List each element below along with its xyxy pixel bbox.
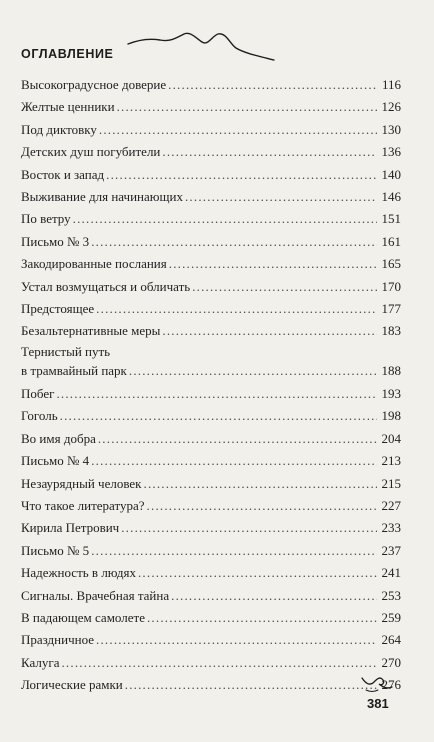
toc-entry: [21, 276, 401, 298]
toc-entry-title: Сигналы. Врачебная тайна: [21, 587, 170, 603]
toc-entry-title: Праздничное: [21, 632, 95, 648]
toc-entry: [21, 231, 401, 253]
toc-entry-page: 276: [381, 677, 401, 693]
toc-entry: [21, 674, 401, 696]
toc-entry-page: 227: [381, 498, 401, 514]
toc-entry-title: Под диктовку: [21, 121, 97, 137]
toc-entry-page: 151: [381, 211, 401, 227]
dot-leader: [138, 562, 377, 584]
dot-leader: [98, 428, 377, 450]
toc-entry-title: Что такое литература?: [21, 498, 145, 514]
decorative-flourish-icon: [360, 672, 394, 694]
toc-entry-page: 233: [381, 520, 401, 536]
dot-leader: [125, 674, 377, 696]
dot-leader: [171, 585, 377, 607]
dot-leader: [162, 141, 377, 163]
toc-entry: [21, 540, 401, 562]
dot-leader: [169, 253, 377, 275]
toc-entry: [21, 450, 401, 472]
toc-entry-title: Письмо № 4: [21, 453, 90, 469]
toc-entry-title: Письмо № 5: [21, 542, 90, 558]
dot-leader: [129, 361, 377, 381]
dot-leader: [56, 383, 377, 405]
toc-entry-page: 259: [381, 609, 401, 625]
toc-entry: [21, 405, 401, 427]
toc-entry-page: 237: [381, 542, 401, 558]
dot-leader: [96, 298, 377, 320]
toc-entry-page: 270: [381, 654, 401, 670]
toc-entry: [21, 562, 401, 584]
toc-entry-title: Гоголь: [21, 408, 58, 424]
toc-entry-page: 146: [381, 188, 401, 204]
dot-leader: [106, 164, 377, 186]
toc-entry-page: 136: [381, 144, 401, 160]
toc-entry-title: В падающем самолете: [21, 609, 145, 625]
toc-entry-page: 177: [381, 300, 401, 316]
dot-leader: [117, 96, 377, 118]
toc-entry: [21, 607, 401, 629]
decorative-flourish-icon: [126, 26, 276, 62]
toc-entry-page: 198: [381, 408, 401, 424]
toc-entry-page: 188: [381, 362, 401, 378]
toc-entry-page: 126: [381, 99, 401, 115]
toc-entry: [21, 74, 401, 96]
toc-entry: [21, 495, 401, 517]
toc-entry-page: 116: [381, 77, 401, 92]
toc-entry: [21, 320, 401, 342]
toc-entry: [21, 186, 401, 208]
toc-entry-page: 204: [381, 430, 401, 446]
dot-leader: [73, 208, 377, 230]
toc-entry-title: Логические рамки: [21, 677, 123, 693]
toc-entry: [21, 343, 401, 383]
toc-entry: [21, 428, 401, 450]
toc-entry-title: Кирила Петрович: [21, 520, 120, 536]
toc-entry-page: 161: [381, 233, 401, 249]
toc-entry: [21, 629, 401, 651]
page-number: 381: [367, 696, 389, 711]
toc-entry: [21, 119, 401, 141]
toc-entry-page: 170: [381, 278, 401, 294]
dot-leader: [91, 231, 377, 253]
dot-leader: [60, 405, 377, 427]
toc-entry-title: По ветру: [21, 211, 71, 227]
page-title: ОГЛАВЛЕНИЕ: [21, 47, 114, 61]
toc-entry-title: Высокоградусное доверие: [21, 77, 167, 92]
dot-leader: [91, 450, 377, 472]
toc-entry-title: Предстоящее: [21, 300, 95, 316]
dot-leader: [91, 540, 377, 562]
toc-entry-title: Письмо № 3: [21, 233, 90, 249]
toc-entry-title: Безальтернативные меры: [21, 323, 161, 339]
dot-leader: [96, 629, 377, 651]
toc-entry: [21, 652, 401, 674]
toc-entry-title: Желтые ценники: [21, 99, 115, 115]
toc-entry-title: Надежность в людях: [21, 565, 136, 581]
dot-leader: [144, 473, 378, 495]
toc-entry: [21, 383, 401, 405]
toc-entry-title: Закодированные послания: [21, 256, 167, 272]
toc-entry-page: 264: [381, 632, 401, 648]
toc-entry: [21, 298, 401, 320]
toc-entry-page: 140: [381, 166, 401, 182]
toc-entry-page: 241: [381, 565, 401, 581]
toc-entry: [21, 473, 401, 495]
toc-entry-page: 253: [381, 587, 401, 603]
dot-leader: [147, 495, 377, 517]
toc-entry-page: 193: [381, 386, 401, 402]
toc-entry-title: Устал возмущаться и обличать: [21, 278, 191, 294]
toc-entry: [21, 517, 401, 539]
toc-entry-title: Детских душ погубители: [21, 144, 161, 160]
toc-entry-title: Тернистый путь: [21, 343, 111, 359]
dot-leader: [61, 652, 377, 674]
toc-entry: [21, 208, 401, 230]
toc-entry: [21, 585, 401, 607]
toc-entry-title: Выживание для начинающих: [21, 188, 183, 204]
toc-entry-title: Незаурядный человек: [21, 475, 142, 491]
toc-entry-page: 165: [381, 256, 401, 272]
dot-leader: [185, 186, 377, 208]
dot-leader: [168, 74, 377, 96]
toc-entry-title-continued: в трамвайный парк: [21, 362, 127, 378]
toc-entry-title: Во имя добра: [21, 430, 96, 446]
toc-entry-page: 183: [381, 323, 401, 339]
dot-leader: [99, 119, 377, 141]
toc-entry: [21, 164, 401, 186]
toc-entry-title: Восток и запад: [21, 166, 105, 182]
toc-entry-title: Побег: [21, 386, 55, 402]
dot-leader: [192, 276, 377, 298]
toc-entry-page: 213: [381, 453, 401, 469]
toc-entry-page: 130: [381, 121, 401, 137]
toc-entry: [21, 96, 401, 118]
table-of-contents: [21, 74, 401, 697]
dot-leader: [147, 607, 377, 629]
dot-leader: [162, 320, 377, 342]
toc-entry: [21, 141, 401, 163]
dot-leader: [121, 517, 377, 539]
toc-entry-page: 215: [381, 475, 401, 491]
toc-entry: [21, 253, 401, 275]
toc-entry-title: Калуга: [21, 654, 60, 670]
